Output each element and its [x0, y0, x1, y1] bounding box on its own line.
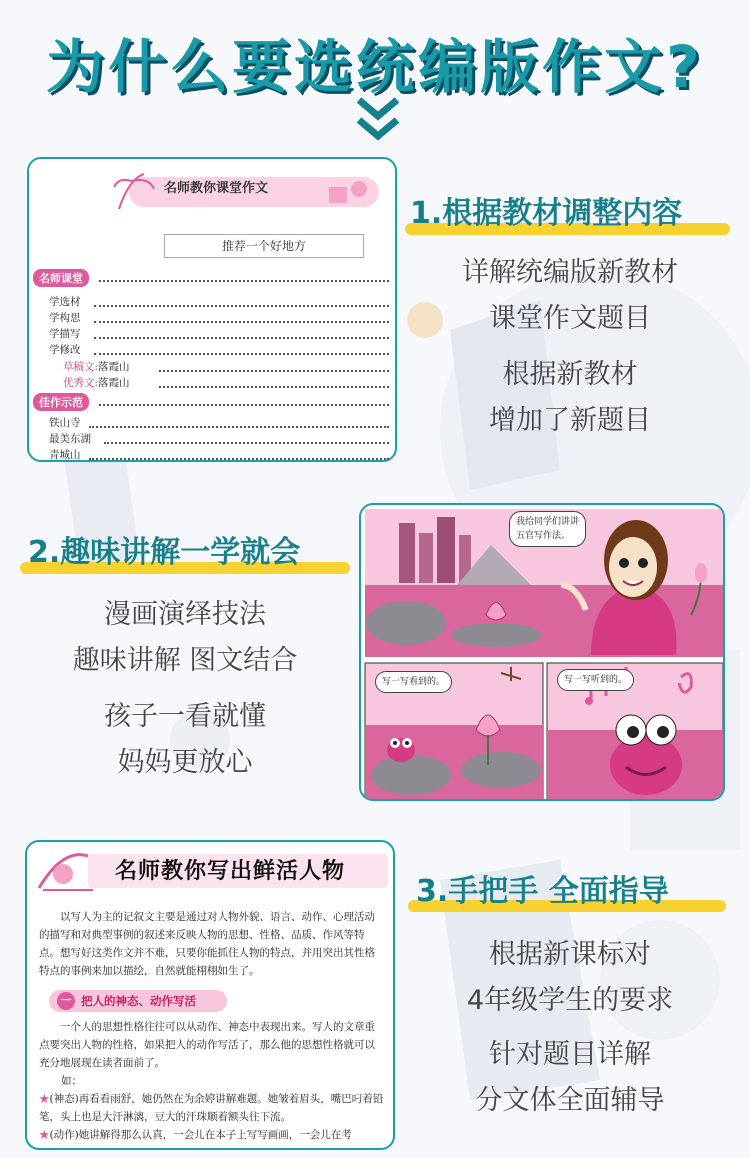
desc-line: 孩子一看就懂 — [104, 701, 266, 732]
double-chevron-down-icon — [355, 96, 401, 144]
toc-item: 最美东湖 — [49, 433, 91, 445]
section3-desc-block2 — [410, 1032, 730, 1124]
desc-line: 课堂作文题目 — [489, 303, 651, 334]
panel-subtitle: 推荐一个好地方 — [164, 234, 364, 258]
dotted-leader — [89, 458, 389, 460]
article-body: 一个人的思想性格往往可以从动作、神态中表现出来。写人的文章重点要突出人物的性格，如果把人的动作写活了，那么他的思想性格就可以充分地展现在读者面前了。 — [39, 1021, 375, 1069]
speech-bubble: 写一写听到的。 — [557, 669, 634, 691]
toc-fine-row — [63, 375, 130, 390]
comic-preview-panel — [359, 503, 725, 801]
toc-item: 学选材 — [49, 296, 81, 308]
desc-line: 根据新课标对 — [489, 939, 651, 970]
dotted-leader — [89, 426, 389, 428]
desc-line: 针对题目详解 — [489, 1039, 651, 1070]
dotted-leader — [159, 370, 389, 372]
page-title: 为什么要选统编版作文? — [46, 33, 704, 101]
toc-item: 铁山寺 — [49, 417, 81, 429]
toc-item: 学描写 — [49, 328, 81, 340]
section3-heading: 3.手把手 全面指导 — [416, 874, 669, 909]
subheading-text: 把人的神态、动作写活 — [81, 994, 196, 1008]
example-1-text: 再看看雨舒，她仍然在为余婷讲解难题。她皱着眉头，嘴巴叼着铅笔，头上也是大汗淋漓，豆大的汗珠顺着额头往下流。 — [39, 1093, 384, 1123]
dotted-leader — [159, 386, 389, 388]
example-2-tag: (动作) — [49, 1129, 79, 1141]
dotted-leader — [99, 280, 389, 282]
speech-bubble: 写一写看到的。 — [375, 671, 452, 693]
fine-value: 落霞山 — [98, 377, 130, 389]
section2-heading: 2.趣味讲解一学就会 — [28, 535, 301, 570]
desc-line: 增加了新题目 — [489, 405, 651, 436]
panel-banner-title: 名师教你课堂作文 — [164, 181, 269, 196]
desc-line: 4年级学生的要求 — [466, 985, 674, 1016]
article-title: 名师教你写出鲜活人物 — [115, 858, 346, 884]
tag-examples: 佳作示范 — [33, 393, 89, 411]
section1-desc-block2 — [420, 352, 720, 444]
star-icon: ★ — [39, 1093, 50, 1105]
example-label: 如： — [61, 1075, 82, 1087]
draft-value: 落霞山 — [98, 361, 130, 373]
star-icon: ★ — [39, 1129, 50, 1141]
subheading-number: 一 — [57, 992, 75, 1010]
tag-teacher-class: 名师课堂 — [33, 269, 89, 287]
dotted-leader — [99, 404, 389, 406]
dotted-leader — [104, 442, 389, 444]
dotted-leader — [94, 305, 389, 307]
desc-line: 趣味讲解 图文结合 — [72, 645, 298, 676]
toc-draft-row — [63, 359, 130, 374]
article-intro: 以写人为主的记叙文主要是通过对人物外貌、语言、动作、心理活动的描写和对典型事例的叙述来反映人物的思想、性格、品质、作风等特点。想写好这类作文并不难，只要你能抓住人物的特点，并用突出其性格特点的事例来加以描绘，自然就能栩栩如生了。 — [39, 911, 375, 977]
article-subheading — [49, 990, 227, 1012]
desc-line: 妈妈更放心 — [117, 747, 253, 778]
toc-preview-panel — [27, 157, 397, 462]
section1-desc-block1 — [420, 250, 720, 342]
bubble-line: 五官写作法。 — [516, 531, 571, 541]
desc-line: 根据新教材 — [502, 359, 638, 390]
example-2 — [39, 1126, 389, 1144]
toc-item: 学修改 — [49, 344, 81, 356]
example-1-tag: (神态) — [49, 1093, 79, 1105]
desc-line: 详解统编版新教材 — [462, 257, 678, 288]
comic-illustration — [361, 505, 725, 801]
desc-line: 分文体全面辅导 — [475, 1085, 665, 1116]
toc-item: 青城山 — [49, 449, 81, 461]
section2-desc-block2 — [30, 694, 340, 786]
section1-heading: 1.根据教材调整内容 — [410, 196, 683, 231]
section3-desc-block1 — [410, 932, 730, 1024]
section2-desc-block1 — [30, 592, 340, 684]
bubble-line: 我给同学们讲讲 — [516, 517, 580, 527]
dotted-leader — [94, 321, 389, 323]
dotted-leader — [94, 337, 389, 339]
dotted-leader — [94, 353, 389, 355]
toc-item: 学构思 — [49, 312, 81, 324]
article-preview-panel — [25, 840, 395, 1150]
draft-label: 草稿文: — [63, 361, 99, 373]
example-2-text: 她讲解得那么认真，一会儿在本子上写写画画，一会儿在考 — [78, 1129, 352, 1141]
example-1 — [39, 1090, 389, 1126]
desc-line: 漫画演绎技法 — [104, 599, 266, 630]
fine-label: 优秀文: — [63, 377, 99, 389]
speech-bubble — [509, 511, 586, 547]
